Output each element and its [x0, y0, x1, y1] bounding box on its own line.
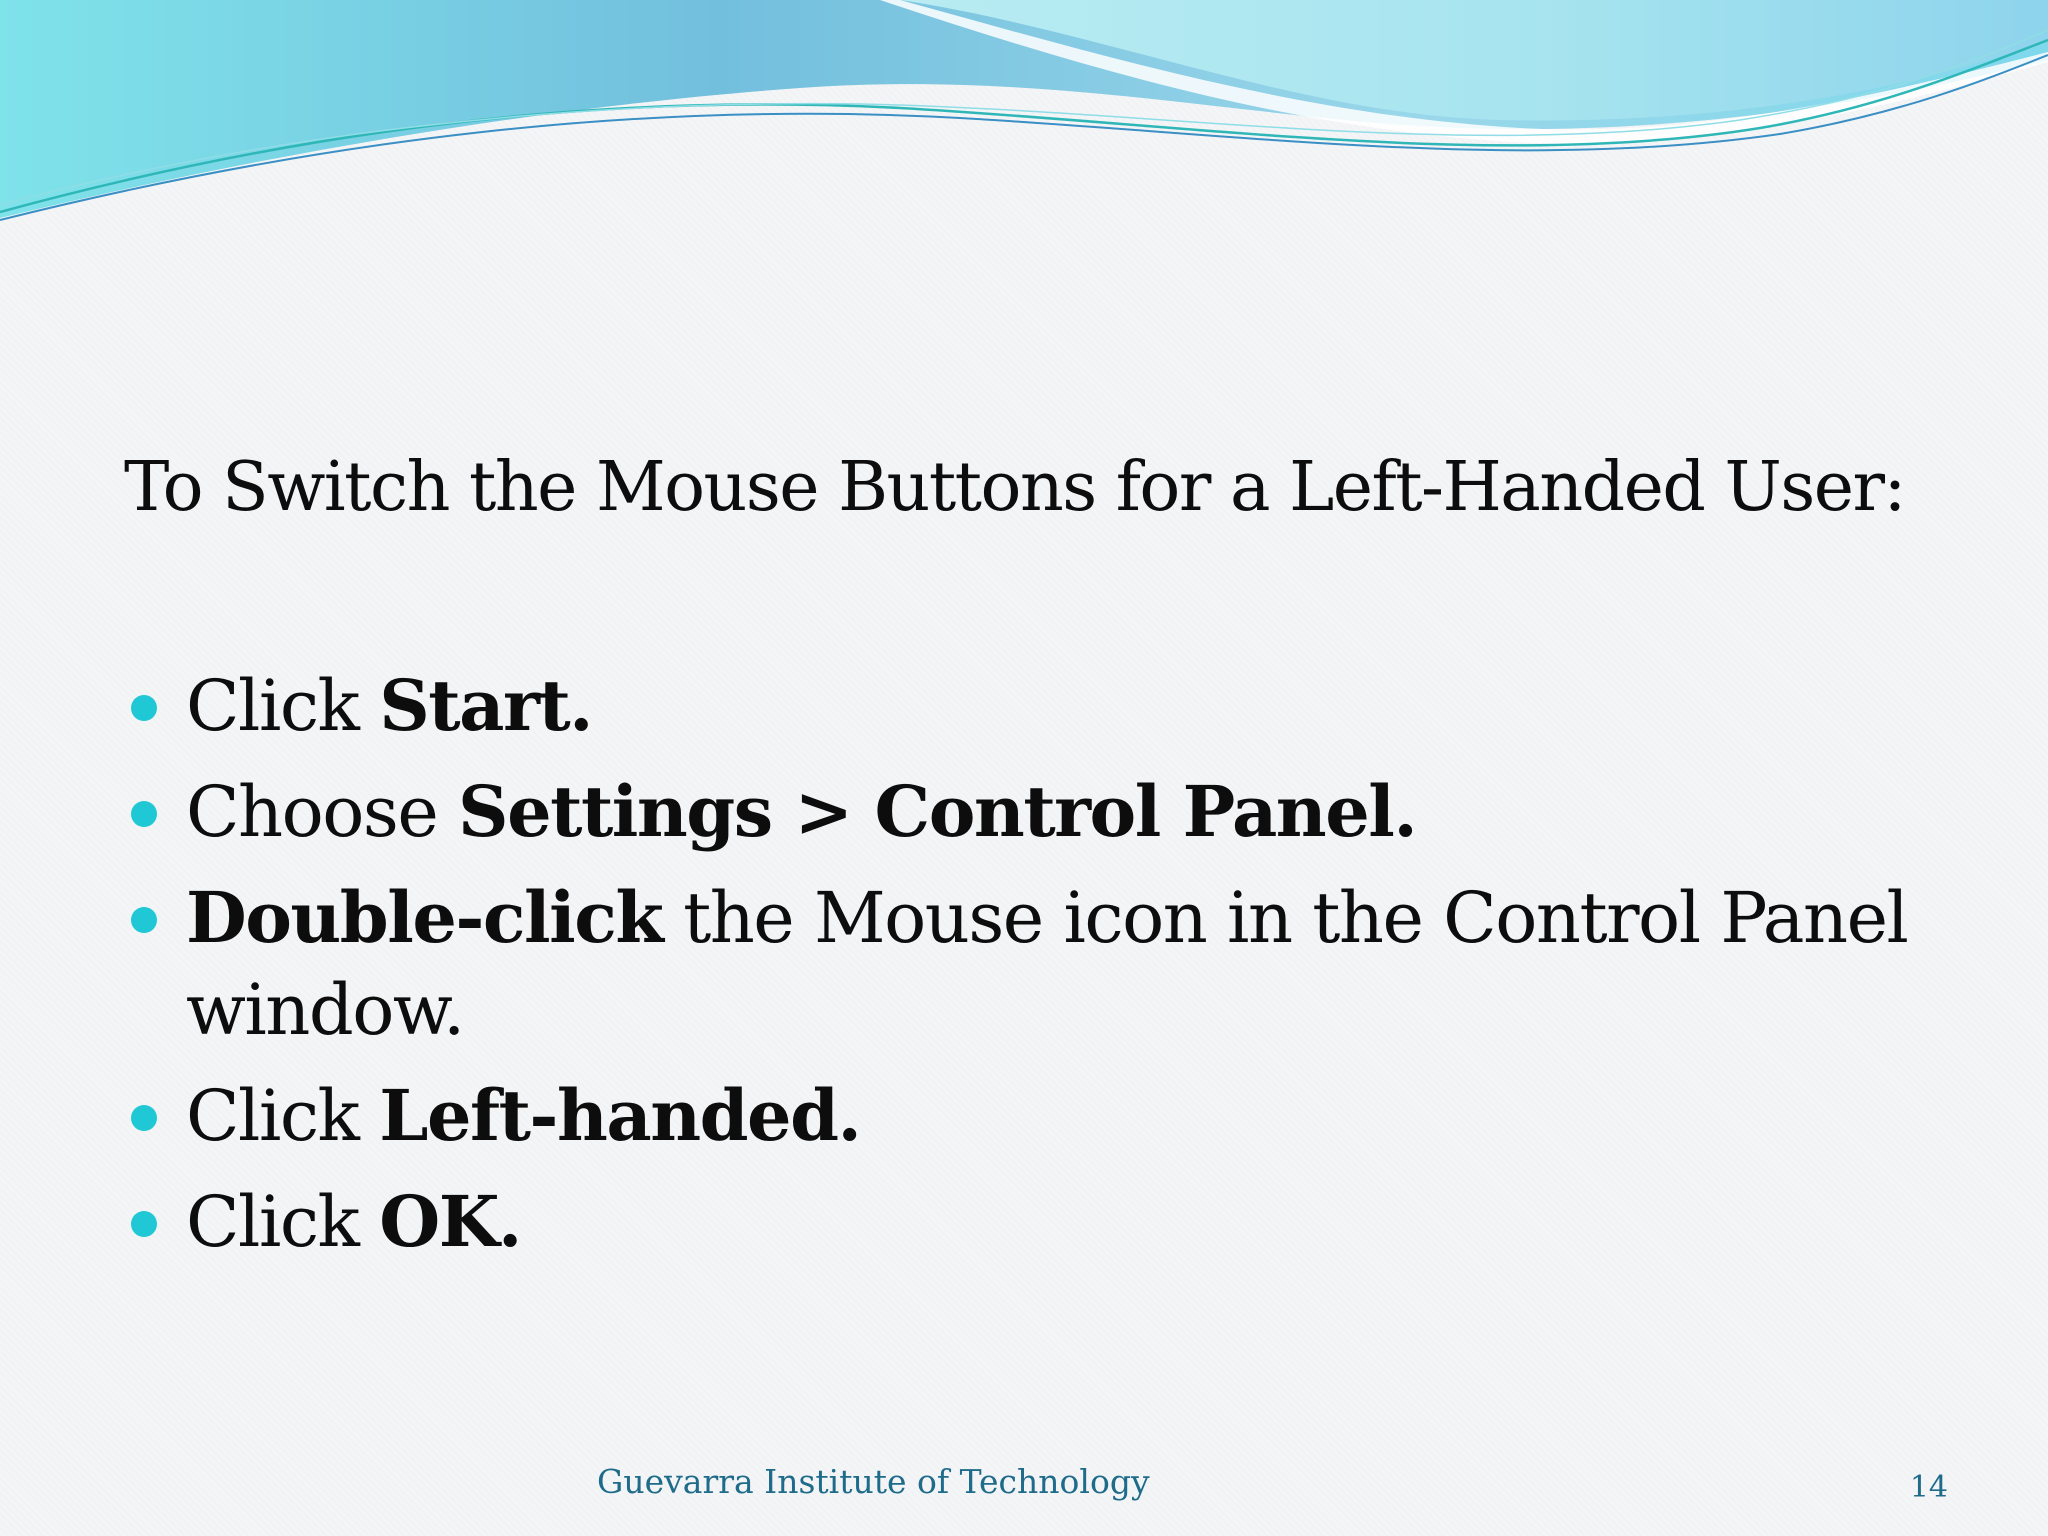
bullet-text-post: the Mouse icon in the Control Panel window.	[186, 877, 1908, 1051]
bullet-dot-icon	[131, 907, 157, 933]
bullet-text-bold: Left-handed.	[379, 1074, 861, 1157]
bullet-list	[124, 660, 1944, 1282]
page-number: 14	[1909, 1470, 1948, 1505]
bullet-dot-icon	[131, 1211, 157, 1237]
bullet-text-bold: Settings > Control Panel.	[458, 770, 1417, 853]
bullet-item-ok	[124, 1176, 1944, 1268]
slide-footer: Guevarra Institute of Technology	[597, 1462, 1150, 1501]
slide-subtitle: To Switch the Mouse Buttons for a Left-Handed User:	[124, 448, 1905, 527]
bullet-text-bold: OK.	[379, 1180, 521, 1263]
bullet-dot-icon	[131, 695, 157, 721]
header-wave-decoration	[0, 0, 2048, 260]
bullet-text-pre: Click	[186, 665, 380, 747]
bullet-text-pre: Click	[186, 1075, 380, 1157]
bullet-item-settings	[124, 766, 1944, 858]
bullet-item-double-click	[124, 872, 1944, 1056]
bullet-text-pre: Click	[186, 1181, 380, 1263]
bullet-item-start	[124, 660, 1944, 752]
bullet-text-pre: Choose	[186, 771, 459, 853]
bullet-text-bold: Start.	[379, 664, 593, 747]
bullet-item-left-handed	[124, 1070, 1944, 1162]
bullet-text-bold: Double-click	[186, 876, 663, 959]
bullet-dot-icon	[131, 801, 157, 827]
bullet-dot-icon	[131, 1105, 157, 1131]
